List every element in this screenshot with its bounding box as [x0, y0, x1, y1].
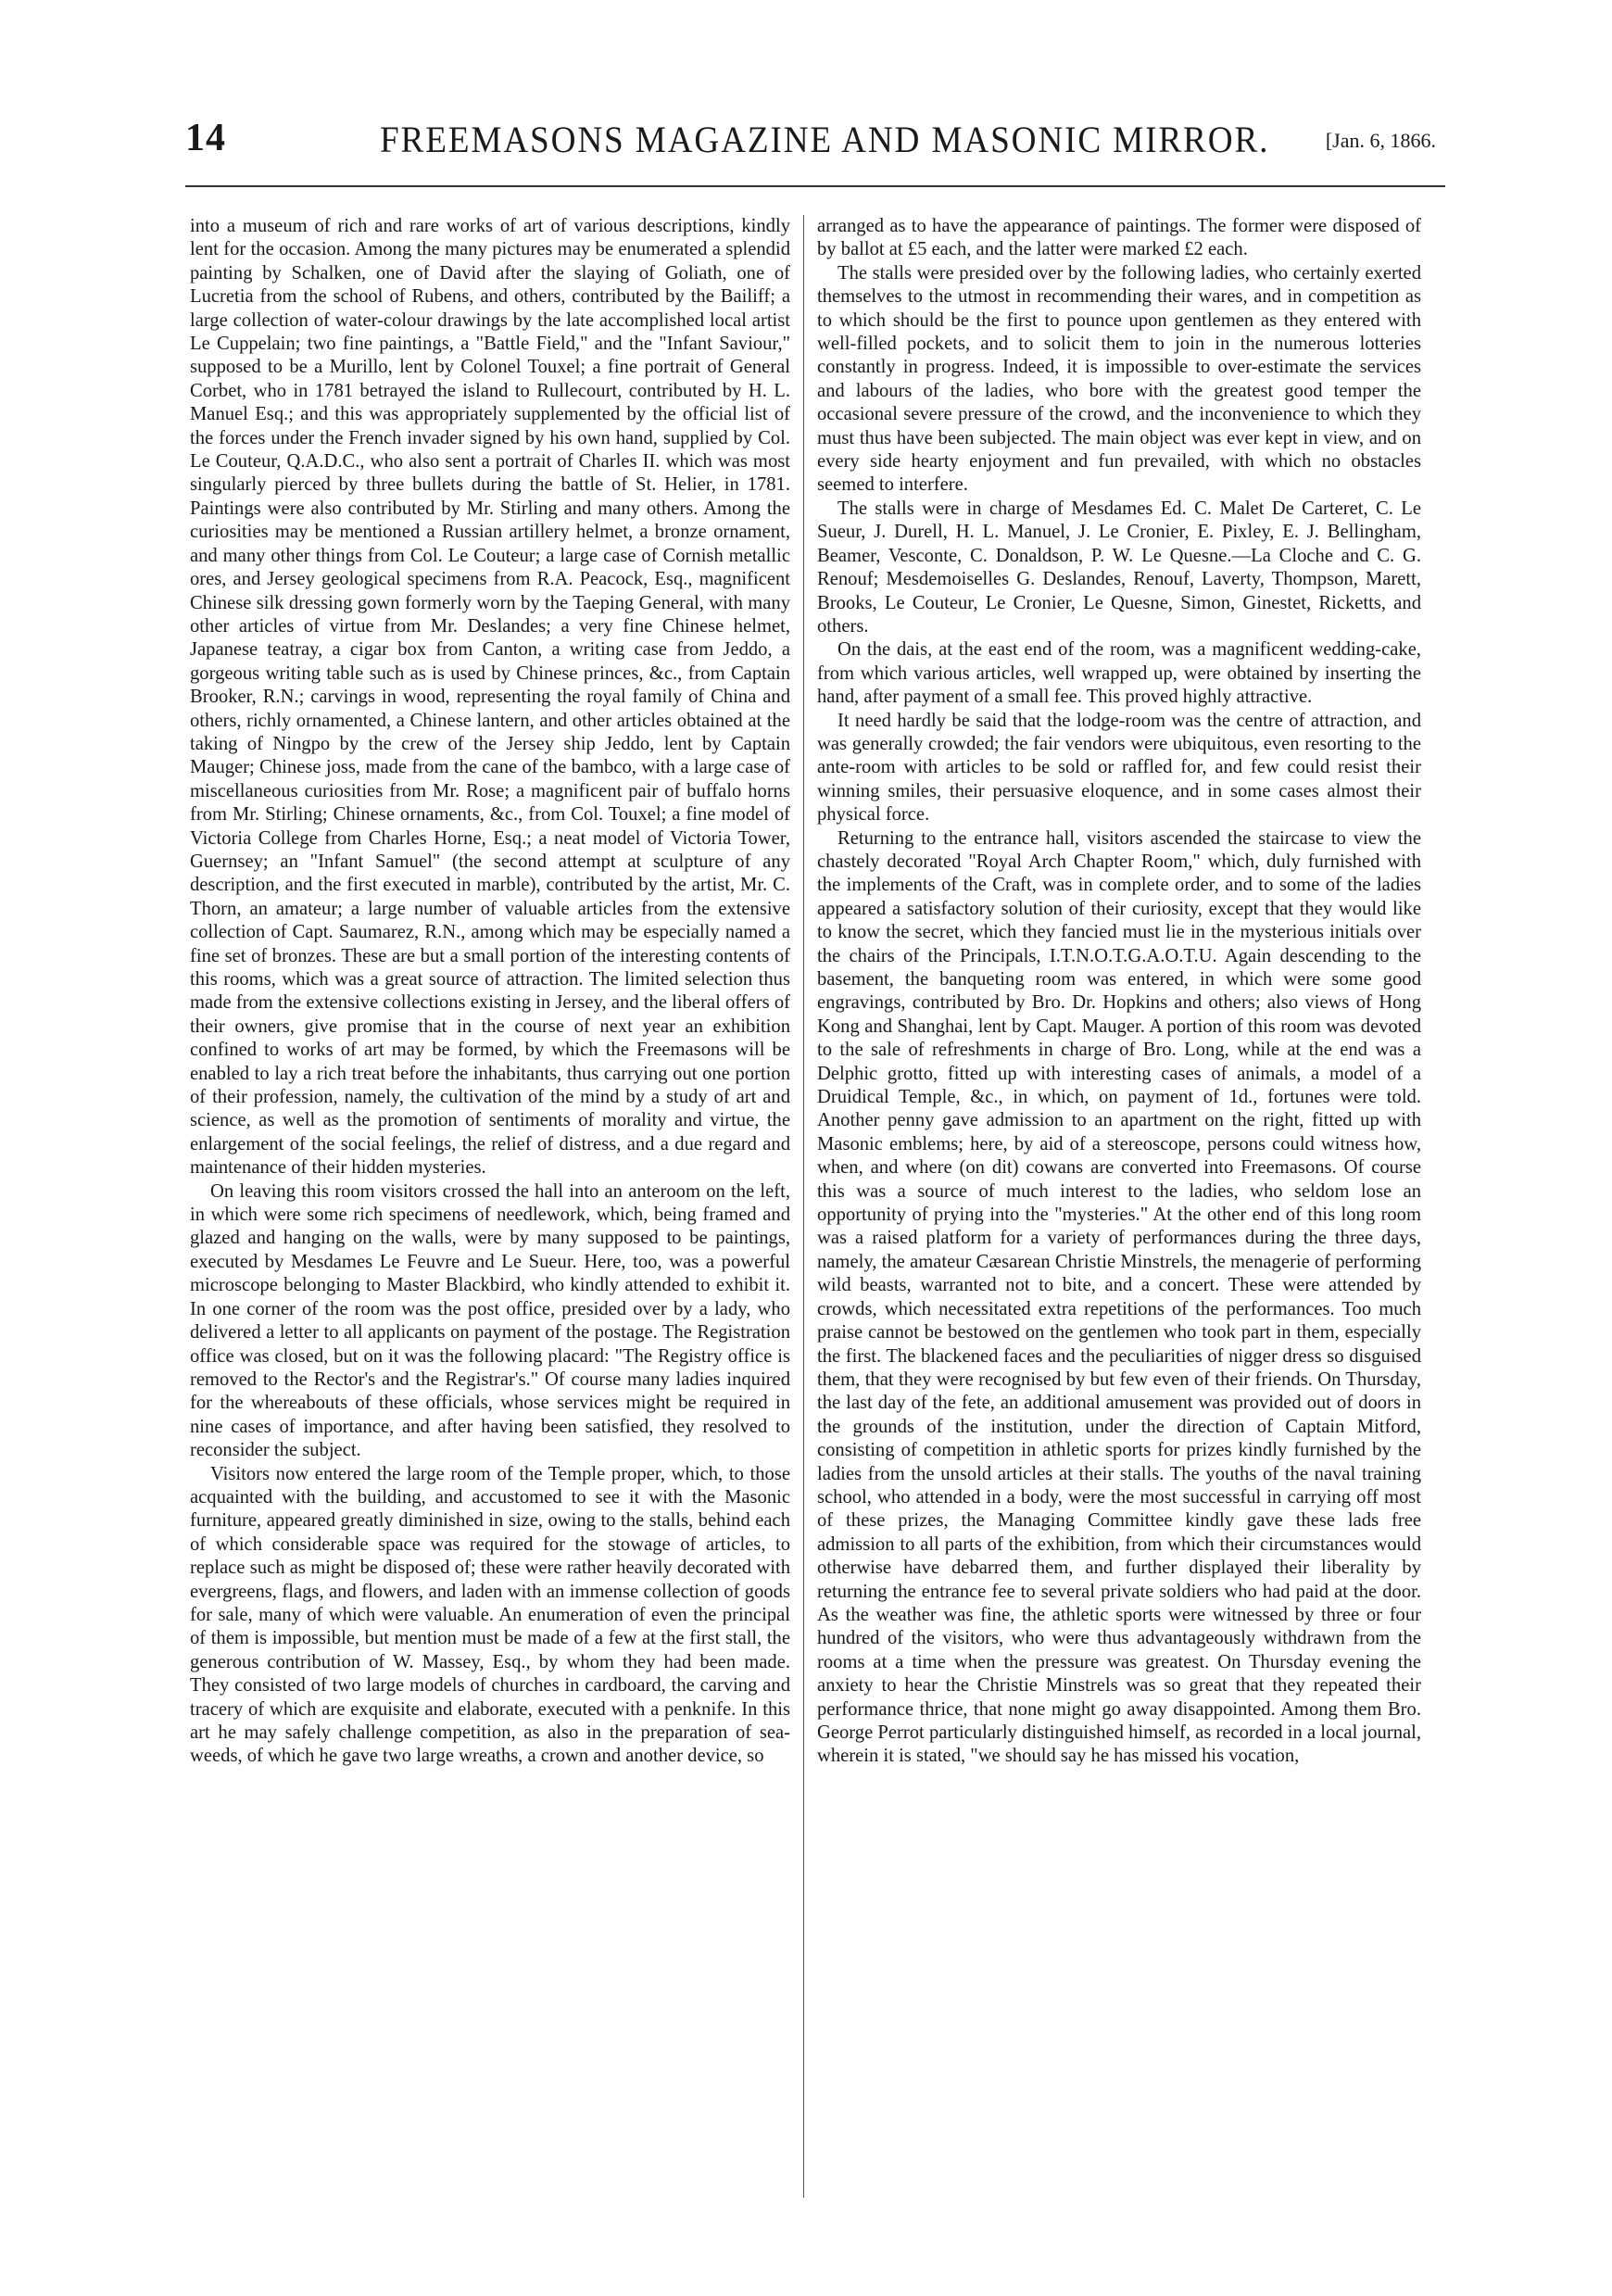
- issue-date: [Jan. 6, 1866.: [1325, 129, 1436, 152]
- page-header: [185, 116, 1436, 181]
- masthead-title: FREEMASONS MAGAZINE AND MASONIC MIRROR.: [380, 119, 1270, 160]
- right-paragraph-5: It need hardly be said that the lodge-room was the centre of attraction, and was generally crowded; the fair vendors were ubiquitous, even resorting to the ante-room with articles to be sold or raffled for, and few could resist their winning smiles, their persuasive eloquence, and in some cases almost their physical force.: [817, 710, 1421, 826]
- right-paragraph-1: arranged as to have the appearance of paintings. The former were disposed of by ballot at £5 each, and the latter were marked £2 each.: [817, 216, 1421, 260]
- right-paragraph-4: On the dais, at the east end of the room, was a magnificent wedding-cake, from which various articles, well wrapped up, were obtained by inserting the hand, after payment of a small fee. This proved highly attractive.: [817, 639, 1421, 708]
- right-paragraph-6: Returning to the entrance hall, visitors ascended the staircase to view the chastely decorated "Royal Arch Chapter Room," which, duly furnished with the implements of the Craft, was in complete order, and to some of the ladies appeared a satisfactory solution of their curiosity, except that they would like to know the secret, which they fancied must lie in the mysterious initials over the chairs of the Principals, I.T.N.O.T.G.A.O.T.U. Again descending to the basement, the banqueting room was entered, in which were some good engravings, contributed by Bro. Dr. Hopkins and others; also views of Hong Kong and Shanghai, lent by Capt. Mauger. A portion of this room was devoted to the sale of refreshments in charge of Bro. Long, while at the end was a Delphic grotto, fitted up with interesting cases of animals, a model of a Druidical Temple, &c., in which, on payment of 1d., fortunes were told. Another penny gave admission to an apartment on the right, fitted up with Masonic emblems; here, by aid of a stereoscope, persons could witness how, when, and where (on dit) cowans are converted into Freemasons. Of course this was a source of much interest to the ladies, who seldom lose an opportunity of prying into the "mysteries." At the other end of this long room was a raised platform for a variety of performances during the three days, namely, the amateur Cæsarean Christie Minstrels, the menagerie of performing wild beasts, warranted not to bite, and a concert. These were attended by crowds, which necessitated extra repetitions of the performances. Too much praise cannot be bestowed on the gentlemen who took part in them, especially the first. The blackened faces and the peculiarities of nigger dress so disguised them, that they were recognised by but few even of their friends. On Thursday, the last day of the fete, an additional amusement was provided out of doors in the grounds of the institution, under the direction of Captain Mitford, consisting of competition in athletic sports for prizes kindly furnished by the ladies from the unsold articles at their stalls. The youths of the naval training school, who attended in a body, were the most successful in carrying off most of these prizes, the Managing Committee kindly gave these lads free admission to all parts of the exhibition, from which their circumstances would otherwise have debarred them, and further displayed their liberality by returning the entrance fee to several private soldiers who had paid at the door. As the weather was fine, the athletic sports were witnessed by three or four hundred of the visitors, who were thus advantageously withdrawn from the rooms at a time when the pressure was greatest. On Thursday evening the anxiety to hear the Christie Minstrels was so great that they repeated their performance thrice, that none might go away disappointed. Among them Bro. George Perrot particularly distinguished himself, as recorded in a local journal, wherein it is stated, "we should say he has missed his vocation,: [817, 827, 1421, 1767]
- right-paragraph-3: The stalls were in charge of Mesdames Ed. C. Malet De Carteret, C. Le Sueur, J. Durell, H. L. Manuel, J. Le Cronier, E. Pixley, E. J. Bellingham, Beamer, Vesconte, C. Donaldson, P. W. Le Quesne.—La Cloche and C. G. Renouf; Mesdemoiselles G. Deslandes, Renouf, Laverty, Thompson, Marett, Brooks, Le Couteur, Le Cronier, Le Quesne, Simon, Ginestet, Ricketts, and others.: [817, 498, 1421, 637]
- left-paragraph-2: On leaving this room visitors crossed the hall into an anteroom on the left, in which were some rich specimens of needlework, which, being framed and glazed and hanging on the walls, were by many supposed to be paintings, executed by Mesdames Le Feuvre and Le Sueur. Here, too, was a powerful microscope belonging to Master Blackbird, who kindly attended to exhibit it. In one corner of the room was the post office, presided over by a lady, who delivered a letter to all applicants on payment of the postage. The Registration office was closed, but on it was the following placard: "The Registry office is removed to the Rector's and the Registrar's." Of course many ladies inquired for the whereabouts of these officials, whose services might be required in nine cases of importance, and after having been satisfied, they resolved to reconsider the subject.: [190, 1180, 790, 1461]
- page-number: 14: [185, 117, 226, 159]
- left-paragraph-1: into a museum of rich and rare works of art of various descriptions, kindly lent for the occasion. Among the many pictures may be enumerated a splendid painting by Schalken, one of David after the slaying of Goliath, one of Lucretia from the school of Rubens, and others, contributed by the Bailiff; a large collection of water-colour drawings by the late accomplished local artist Le Cuppelain; two fine paintings, a "Battle Field," and the "Infant Saviour," supposed to be a Murillo, lent by Colonel Touxel; a fine portrait of General Corbet, who in 1781 betrayed the island to Rullecourt, contributed by H. L. Manuel Esq.; and this was appropriately supplemented by the official list of the forces under the French invader signed by his own hand, supplied by Col. Le Couteur, Q.A.D.C., who also sent a portrait of Charles II. which was most singularly pierced by three bullets during the battle of St. Helier, in 1781. Paintings were also contributed by Mr. Stirling and many others. Among the curiosities may be mentioned a Russian artillery helmet, a bronze ornament, and many other things from Col. Le Couteur; a large case of Cornish metallic ores, and Jersey geological specimens from R.A. Peacock, Esq., magnificent Chinese silk dressing gown formerly worn by the Taeping General, with many other articles of virtue from Mr. Deslandes; a very fine Chinese helmet, Japanese teatray, a cigar box from Canton, a writing case from Jeddo, a gorgeous writing table such as is used by Chinese princes, &c., from Captain Brooker, R.N.; carvings in wood, representing the royal family of China and others, richly ornamented, a Chinese lantern, and other articles obtained at the taking of Ningpo by the crew of the Jersey ship Jeddo, lent by Captain Mauger; Chinese joss, made from the cane of the bambco, with a large case of miscellaneous curiosities from Mr. Rose; a magnificent pair of buffalo horns from Mr. Stirling; Chinese ornaments, &c., from Col. Touxel; a fine model of Victoria College from Charles Horne, Esq.; a neat model of Victoria Tower, Guernsey; an "Infant Samuel" (the second attempt at sculpture of any description, and the first executed in marble), contributed by the artist, Mr. C. Thorn, an amateur; a large number of valuable articles from the extensive collection of Capt. Saumarez, R.N., among which may be especially named a fine set of bronzes. These are but a small portion of the interesting contents of this rooms, which was a great source of attraction. The limited selection thus made from the extensive collections existing in Jersey, and the liberal offers of their owners, give promise that in the course of next year an exhibition confined to works of art may be formed, by which the Freemasons will be enabled to lay a rich treat before the inhabitants, thus carrying out one portion of their profession, namely, the cultivation of the mind by a study of art and science, as well as the promotion of sentiments of morality and virtue, the enlargement of the social feelings, the relief of distress, and a due regard and maintenance of their hidden mysteries.: [190, 216, 790, 1179]
- header-rule: [185, 185, 1445, 187]
- right-column: [817, 215, 1421, 2198]
- left-paragraph-3: Visitors now entered the large room of the Temple proper, which, to those acquainted with the building, and accustomed to see it with the Masonic furniture, appeared greatly diminished in size, owing to the stalls, behind each of which considerable space was required for the stowage of articles, to replace such as might be disposed of; these were rather heavily decorated with evergreens, flags, and flowers, and laden with an immense collection of goods for sale, many of which were valuable. An enumeration of even the principal of them is impossible, but mention must be made of a few at the first stall, the generous contribution of W. Massey, Esq., by whom they had been made. They consisted of two large models of churches in cardboard, the carving and tracery of which are exquisite and elaborate, executed with a penknife. In this art he may safely challenge competition, as also in the preparation of sea-weeds, of which he gave two large wreaths, a crown and another device, so: [190, 1463, 790, 1767]
- column-divider: [803, 215, 804, 2198]
- left-column: [190, 215, 790, 2198]
- right-paragraph-2: The stalls were presided over by the following ladies, who certainly exerted themselves to the utmost in recommending their wares, and in competition as to which should be the first to pounce upon gentlemen as they entered with well-filled pockets, and to solicit them to join in the numerous lotteries constantly in progress. Indeed, it is impossible to over-estimate the services and labours of the ladies, who bore with the greatest good temper the occasional severe pressure of the crowd, and the inconvenience to which they must thus have been subjected. The main object was ever kept in view, and on every side hearty enjoyment and fun prevailed, with which no obstacles seemed to interfere.: [817, 262, 1421, 496]
